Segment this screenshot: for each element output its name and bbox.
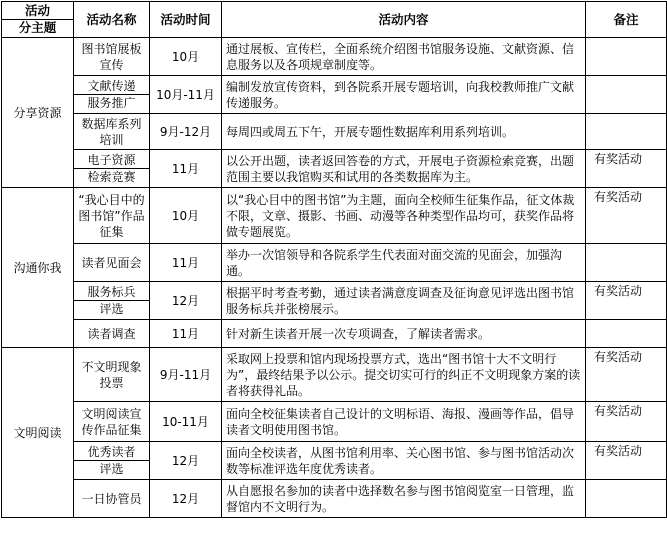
activity-note [586, 114, 667, 150]
activity-content: 编制发放宣传资料，到各院系开展专题培训，向我校教师推广文献传递服务。 [222, 76, 586, 114]
activity-time: 12月 [150, 282, 222, 320]
activity-name [74, 442, 150, 480]
activity-schedule-table [1, 1, 667, 518]
activity-name [74, 282, 150, 320]
theme-share-resources: 分享资源 [2, 38, 74, 188]
activity-name-line2: 评选 [99, 302, 124, 316]
activity-note: 有奖活动 [586, 282, 667, 320]
activity-time: 10-11月 [150, 402, 222, 442]
activity-name: 数据库系列培训 [74, 114, 150, 150]
table-row [2, 114, 667, 150]
table-row [2, 402, 667, 442]
table-row [2, 244, 667, 282]
header-note: 备注 [586, 2, 667, 38]
activity-content: 面向全校征集读者自己设计的文明标语、海报、漫画等作品，倡导读者文明使用图书馆。 [222, 402, 586, 442]
activity-note [586, 76, 667, 114]
table-row [2, 320, 667, 348]
table-row [2, 38, 667, 76]
activity-name-line2: 评选 [99, 462, 124, 476]
activity-note [586, 480, 667, 518]
activity-time: 12月 [150, 480, 222, 518]
header-row [2, 2, 667, 38]
header-corner-top: 活动 [2, 3, 73, 20]
activity-name: 读者调查 [74, 320, 150, 348]
activity-content: 根据平时考查考勤，通过读者满意度调查及征询意见评选出图书馆服务标兵并张榜展示。 [222, 282, 586, 320]
activity-note: 有奖活动 [586, 348, 667, 402]
activity-name: “我心目中的图书馆”作品征集 [74, 188, 150, 244]
activity-content: 采取网上投票和馆内现场投票方式，选出“图书馆十大不文明行为”，最终结果予以公示。提交切实可行的纠正不文明现象方案的读者将获得礼品。 [222, 348, 586, 402]
activity-name: 一日协管员 [74, 480, 150, 518]
activity-name-line1: 服务标兵 [74, 284, 149, 301]
activity-note: 有奖活动 [586, 402, 667, 442]
activity-name-line1: 优秀读者 [74, 444, 149, 461]
activity-time: 12月 [150, 442, 222, 480]
header-activity-time: 活动时间 [150, 2, 222, 38]
activity-name [74, 150, 150, 188]
activity-note: 有奖活动 [586, 150, 667, 188]
activity-name-line2: 检索竞赛 [87, 170, 136, 184]
activity-content: 每周四或周五下午，开展专题性数据库利用系列培训。 [222, 114, 586, 150]
activity-time: 11月 [150, 150, 222, 188]
activity-name-line1: 电子资源 [74, 152, 149, 169]
table-row [2, 282, 667, 320]
activity-content: 举办一次馆领导和各院系学生代表面对面交流的见面会，加强沟通。 [222, 244, 586, 282]
table-row [2, 76, 667, 114]
activity-content: 面向全校读者，从图书馆利用率、关心图书馆、参与图书馆活动次数等标准评选年度优秀读者。 [222, 442, 586, 480]
activity-content: 针对新生读者开展一次专项调查，了解读者需求。 [222, 320, 586, 348]
header-corner-bottom: 分主题 [18, 20, 57, 35]
header-activity-name: 活动名称 [74, 2, 150, 38]
activity-note: 有奖活动 [586, 188, 667, 244]
activity-content: 从自愿报名参加的读者中选择数名参与图书馆阅览室一日管理，监督馆内不文明行为。 [222, 480, 586, 518]
activity-note [586, 244, 667, 282]
activity-time: 11月 [150, 244, 222, 282]
activity-name-line2: 服务推广 [87, 96, 136, 110]
activity-time: 10月-11月 [150, 76, 222, 114]
activity-note [586, 38, 667, 76]
activity-time: 11月 [150, 320, 222, 348]
activity-content: 以公开出题，读者返回答卷的方式，开展电子资源检索竞赛，出题范围主要以我馆购买和试用的各类数据库为主。 [222, 150, 586, 188]
activity-note: 有奖活动 [586, 442, 667, 480]
table-row [2, 442, 667, 480]
activity-content: 以“我心目中的图书馆”为主题，面向全校师生征集作品，征文体裁不限，文章、摄影、书画、动漫等各种类型作品均可，获奖作品将做专题展览。 [222, 188, 586, 244]
table-row [2, 348, 667, 402]
table-row [2, 480, 667, 518]
activity-time: 9月-12月 [150, 114, 222, 150]
activity-note [586, 320, 667, 348]
theme-civil-reading: 文明阅读 [2, 348, 74, 518]
header-corner-cell [2, 2, 74, 38]
table-row [2, 188, 667, 244]
header-activity-content: 活动内容 [222, 2, 586, 38]
table-row [2, 150, 667, 188]
activity-name: 图书馆展板宣传 [74, 38, 150, 76]
theme-communication: 沟通你我 [2, 188, 74, 348]
activity-time: 10月 [150, 188, 222, 244]
activity-name: 文明阅读宣传作品征集 [74, 402, 150, 442]
activity-name: 读者见面会 [74, 244, 150, 282]
activity-name-line1: 文献传递 [74, 78, 149, 95]
activity-name: 不文明现象投票 [74, 348, 150, 402]
activity-time: 9月-11月 [150, 348, 222, 402]
activity-time: 10月 [150, 38, 222, 76]
activity-name [74, 76, 150, 114]
activity-content: 通过展板、宣传栏，全面系统介绍图书馆服务设施、文献资源、信息服务以及各项规章制度等。 [222, 38, 586, 76]
